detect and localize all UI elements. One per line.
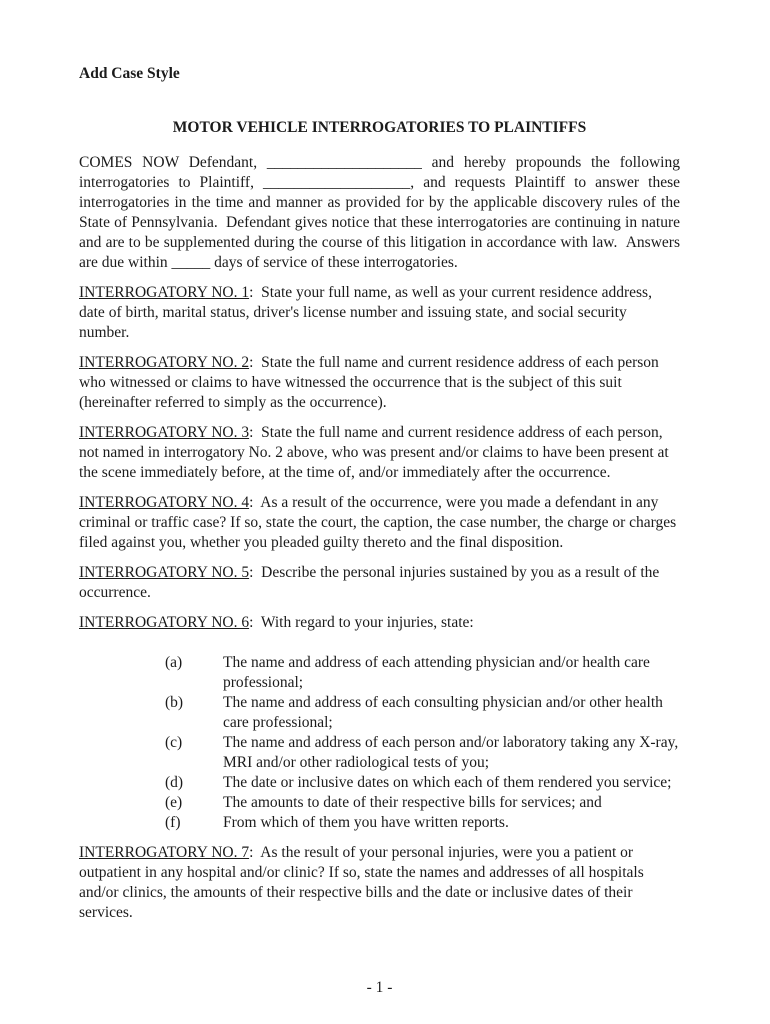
interrogatory-1 — [79, 283, 680, 343]
list-item-e — [79, 793, 680, 813]
interrogatory-5-heading: INTERROGATORY NO. 5 — [79, 564, 250, 581]
list-item-text: The name and address of each person and/or laboratory taking any X-ray, MRI and/or other radiological tests of you; — [223, 734, 679, 771]
list-item-marker: (c) — [165, 734, 183, 751]
heading-separator: : — [249, 564, 262, 581]
interrogatory-6-body: With regard to your injuries, state: — [260, 614, 474, 631]
heading-separator: : — [249, 494, 261, 511]
page-number: - 1 - — [366, 979, 393, 996]
interrogatory-5 — [79, 563, 680, 603]
list-item-marker: (b) — [165, 694, 184, 711]
interrogatory-6-heading: INTERROGATORY NO. 6 — [79, 614, 250, 631]
interrogatory-3 — [79, 423, 680, 483]
intro-text-segment: , and requests Plaintiff to answer these interrogatories in the time and manner as provided for by the applicable discovery rules of the State of Pennsylvania. Defendant gives notice that these interrogatories are continuing in nature and are to be supplemented during the course of this litigation in accordance with law. Answers are due within — [79, 174, 680, 271]
list-item-c — [79, 733, 680, 773]
interrogatory-7-heading: INTERROGATORY NO. 7 — [79, 844, 250, 861]
intro-text-segment: and hereby propounds the following interrogatories to Plaintiff, — [79, 154, 680, 191]
interrogatory-4 — [79, 493, 680, 553]
list-item-text: The date or inclusive dates on which each of them rendered you service; — [223, 774, 672, 791]
days-count-blank[interactable]: _____ — [171, 254, 211, 271]
list-item-marker: (a) — [165, 654, 183, 671]
interrogatory-3-body: State the full name and current residence address of each person, not named in interrogatory No. 2 above, who was present and/or claims to have been present at the scene immediately before, at the time of, and/or immediately after the occurrence. — [79, 424, 669, 481]
case-style-label: Add Case Style — [79, 65, 180, 82]
interrogatory-7-body: As the result of your personal injuries, were you a patient or outpatient in any hospital and/or clinic? If so, state the names and addresses of all hospitals and/or clinics, the amounts of their respective bills and the date or inclusive dates of their services. — [79, 844, 644, 921]
intro-paragraph — [79, 153, 680, 273]
plaintiff-name-blank[interactable]: ___________________ — [263, 174, 411, 191]
list-item-text: The name and address of each attending physician and/or health care professional; — [223, 654, 650, 691]
list-item-a — [79, 653, 680, 693]
list-item-marker: (d) — [165, 774, 184, 791]
interrogatory-5-body: Describe the personal injuries sustained by you as a result of the occurrence. — [79, 564, 660, 601]
injury-detail-list — [79, 653, 680, 833]
interrogatory-2-body: State the full name and current residence address of each person who witnessed or claims to have witnessed the occurrence that is the subject of this suit (hereinafter referred to simply as the occurrence). — [79, 354, 659, 411]
intro-text-segment: COMES NOW Defendant, — [79, 154, 267, 171]
document-title: MOTOR VEHICLE INTERROGATORIES TO PLAINTIFFS — [172, 119, 587, 136]
interrogatory-2 — [79, 353, 680, 413]
list-item-text: The name and address of each consulting physician and/or other health care professional; — [223, 694, 663, 731]
interrogatory-1-heading: INTERROGATORY NO. 1 — [79, 284, 250, 301]
interrogatory-7 — [79, 843, 680, 923]
heading-separator: : — [249, 284, 262, 301]
interrogatory-2-heading: INTERROGATORY NO. 2 — [79, 354, 250, 371]
heading-separator: : — [249, 614, 261, 631]
interrogatory-4-body: As a result of the occurrence, were you made a defendant in any criminal or traffic case? If so, state the court, the caption, the case number, the charge or charges filed against you, whether you pleaded guilty thereto and the final disposition. — [79, 494, 677, 551]
defendant-name-blank[interactable]: ____________________ — [266, 154, 422, 171]
interrogatory-1-body: State your full name, as well as your current residence address, date of birth, marital status, driver's license number and issuing state, and social security number. — [79, 284, 652, 341]
list-item-text: From which of them you have written reports. — [223, 814, 509, 831]
heading-separator: : — [249, 424, 262, 441]
heading-separator: : — [249, 354, 262, 371]
interrogatory-6 — [79, 613, 680, 633]
heading-separator: : — [249, 844, 261, 861]
list-item-f — [79, 813, 680, 833]
intro-text-segment: days of service of these interrogatories. — [210, 254, 458, 271]
interrogatory-4-heading: INTERROGATORY NO. 4 — [79, 494, 250, 511]
list-item-text: The amounts to date of their respective bills for services; and — [223, 794, 602, 811]
interrogatory-3-heading: INTERROGATORY NO. 3 — [79, 424, 250, 441]
list-item-d — [79, 773, 680, 793]
list-item-b — [79, 693, 680, 733]
list-item-marker: (f) — [165, 814, 181, 831]
list-item-marker: (e) — [165, 794, 183, 811]
